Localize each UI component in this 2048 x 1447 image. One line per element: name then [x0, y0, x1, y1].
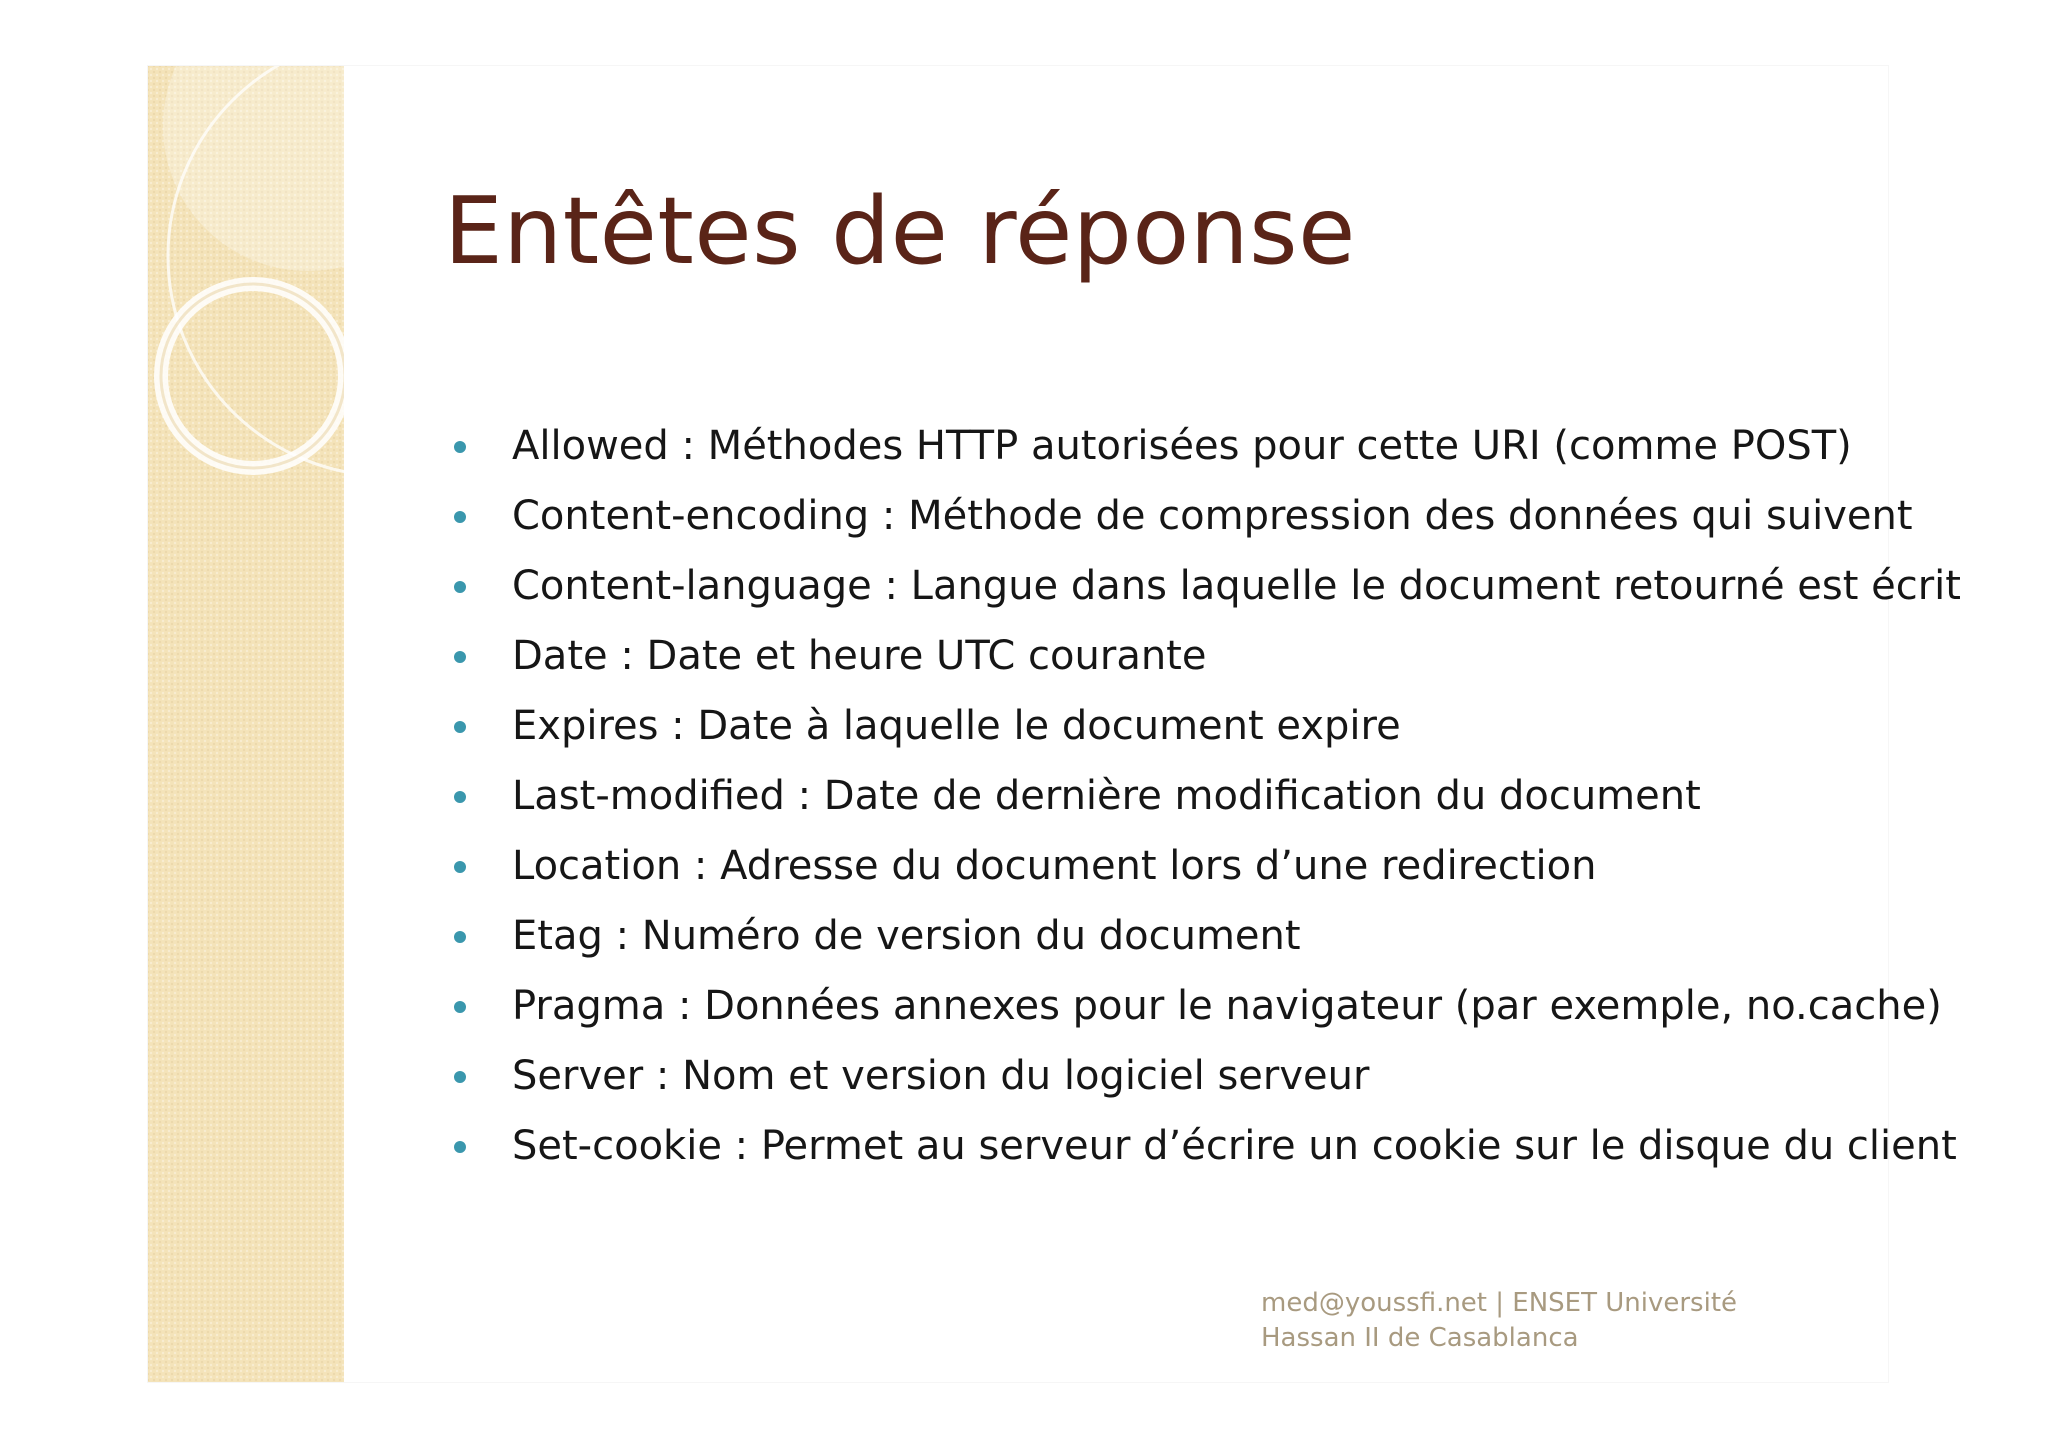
list-item-text: Content-encoding : Méthode de compression des données qui suivent: [512, 493, 1913, 539]
bullet-dot-icon: [454, 1001, 466, 1013]
bullet-dot-icon: [454, 721, 466, 733]
bullet-dot-icon: [454, 791, 466, 803]
list-item: [444, 1048, 2024, 1104]
footer-line-1: med@youssfi.net | ENSET Université: [1261, 1288, 1738, 1318]
list-item: [444, 418, 2024, 474]
list-item: [444, 558, 2024, 614]
bullet-dot-icon: [454, 1141, 466, 1153]
bullet-dot-icon: [454, 441, 466, 453]
list-item-text: Pragma : Données annexes pour le navigateur (par exemple, no.cache): [512, 983, 1942, 1029]
footer-credit: [1261, 1286, 1737, 1356]
list-item: [444, 628, 2024, 684]
bullet-dot-icon: [454, 511, 466, 523]
list-item-text: Server : Nom et version du logiciel serveur: [512, 1053, 1370, 1099]
bullet-dot-icon: [454, 861, 466, 873]
bullet-dot-icon: [454, 1071, 466, 1083]
list-item: [444, 978, 2024, 1034]
list-item: [444, 1118, 2024, 1174]
slide-title: Entêtes de réponse: [444, 177, 1356, 285]
list-item: [444, 768, 2024, 824]
list-item: [444, 698, 2024, 754]
list-item: [444, 838, 2024, 894]
bullet-list: [444, 418, 2024, 1188]
ring-ornament-icon: [148, 66, 344, 1382]
bullet-dot-icon: [454, 581, 466, 593]
list-item-text: Etag : Numéro de version du document: [512, 913, 1301, 959]
list-item: [444, 488, 2024, 544]
side-decoration-band: [148, 66, 344, 1382]
list-item-text: Allowed : Méthodes HTTP autorisées pour cette URI (comme POST): [512, 423, 1852, 469]
list-item: [444, 908, 2024, 964]
bullet-dot-icon: [454, 651, 466, 663]
list-item-text: Last-modified : Date de dernière modification du document: [512, 773, 1701, 819]
list-item-text: Date : Date et heure UTC courante: [512, 633, 1207, 679]
slide: [148, 66, 1961, 1382]
list-item-text: Content-language : Langue dans laquelle le document retourné est écrit: [512, 563, 1961, 609]
list-item-text: Expires : Date à laquelle le document expire: [512, 703, 1401, 749]
bullet-dot-icon: [454, 931, 466, 943]
list-item-text: Set-cookie : Permet au serveur d’écrire un cookie sur le disque du client: [512, 1123, 1957, 1169]
footer-line-2: Hassan II de Casablanca: [1261, 1323, 1579, 1353]
list-item-text: Location : Adresse du document lors d’une redirection: [512, 843, 1597, 889]
